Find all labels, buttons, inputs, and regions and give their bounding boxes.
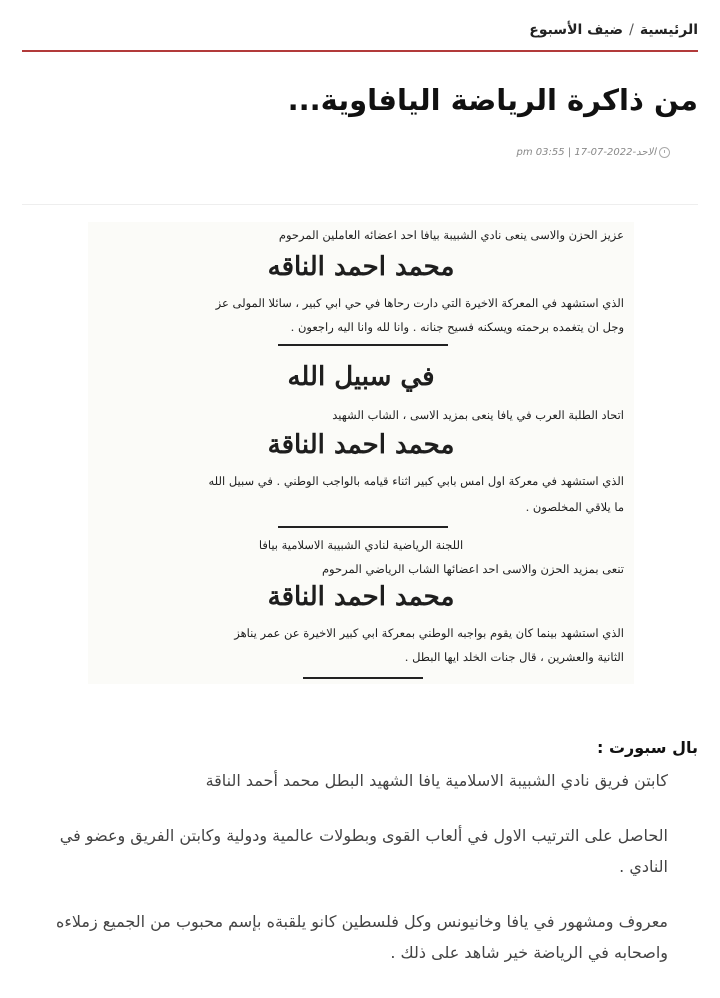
clipping-rule bbox=[278, 526, 448, 528]
page-title: من ذاكرة الرياضة اليافاوية... bbox=[287, 83, 698, 117]
clipping-line: الذي استشهد بينما كان يقوم بواجبه الوطني بمعركة ابي كبير الاخيرة عن عمر يناهز bbox=[234, 626, 624, 640]
paragraph: معروف ومشهور في يافا وخانيونس وكل فلسطين كانو يلقبةه بإسم محبوب من الجميع زملاءه واصحابه في الرياضة خير شاهد على ذلك . bbox=[55, 912, 668, 962]
clipping-line: اتحاد الطلبة العرب في يافا ينعى بمزيد الاسى ، الشاب الشهيد bbox=[332, 408, 624, 422]
clipping-rule bbox=[303, 677, 423, 679]
clipping-headline: محمد احمد الناقة bbox=[267, 582, 455, 612]
author-label: بال سبورت : bbox=[596, 738, 698, 757]
clipping-line: الذي استشهد في معركة اول امس بابي كبير اثناء قيامه بالواجب الوطني . في سبيل الله bbox=[208, 474, 624, 488]
clipping-headline: محمد احمد الناقة bbox=[267, 430, 455, 460]
clipping-line: الذي استشهد في المعركة الاخيرة التي دارت رحاها في حي ابي كبير ، سائلا المولى عز bbox=[215, 296, 624, 310]
clipping-line: اللجنة الرياضية لنادي الشبيبة الاسلامية بيافا bbox=[258, 538, 464, 552]
clipping-headline: محمد احمد الناقه bbox=[267, 252, 455, 282]
clipping-line: الثانية والعشرين ، قال جنات الخلد ايها البطل . bbox=[404, 650, 624, 664]
article-meta bbox=[516, 147, 670, 158]
breadcrumb-section-link[interactable]: ضيف الأسبوع bbox=[529, 22, 624, 38]
divider bbox=[22, 204, 698, 205]
article-date: الاحد-2022-07-17 | 03:55 pm bbox=[516, 147, 656, 158]
breadcrumb-separator: / bbox=[629, 22, 634, 38]
paragraph: الحاصل على الترتيب الاول في ألعاب القوى وبطولات عالمية ودولية وكابتن الفريق وعضو في النادي . bbox=[59, 826, 668, 876]
clipping-line: عزيز الحزن والاسى ينعى نادي الشبيبة بيافا احد اعضائه العاملين المرحوم bbox=[278, 228, 624, 242]
clipping-headline: في سبيل الله bbox=[287, 362, 435, 392]
article-body bbox=[40, 738, 698, 968]
clipping-line: وجل ان يتغمده برحمته ويسكنه فسيح جنانه . وانا لله وانا اليه راجعون . bbox=[290, 320, 624, 334]
newspaper-clipping-image bbox=[88, 222, 634, 684]
clipping-line: ما يلاقي المخلصون . bbox=[525, 500, 624, 514]
breadcrumb bbox=[22, 22, 698, 52]
clock-icon bbox=[659, 147, 670, 158]
paragraph: كابتن فريق نادي الشبيبة الاسلامية يافا الشهيد البطل محمد أحمد الناقة bbox=[205, 771, 668, 790]
clipping-line: تنعى بمزيد الحزن والاسى احد اعضائها الشاب الرياضي المرحوم bbox=[321, 562, 624, 576]
breadcrumb-home-link[interactable]: الرئيسية bbox=[639, 22, 698, 38]
clipping-rule bbox=[278, 344, 448, 346]
